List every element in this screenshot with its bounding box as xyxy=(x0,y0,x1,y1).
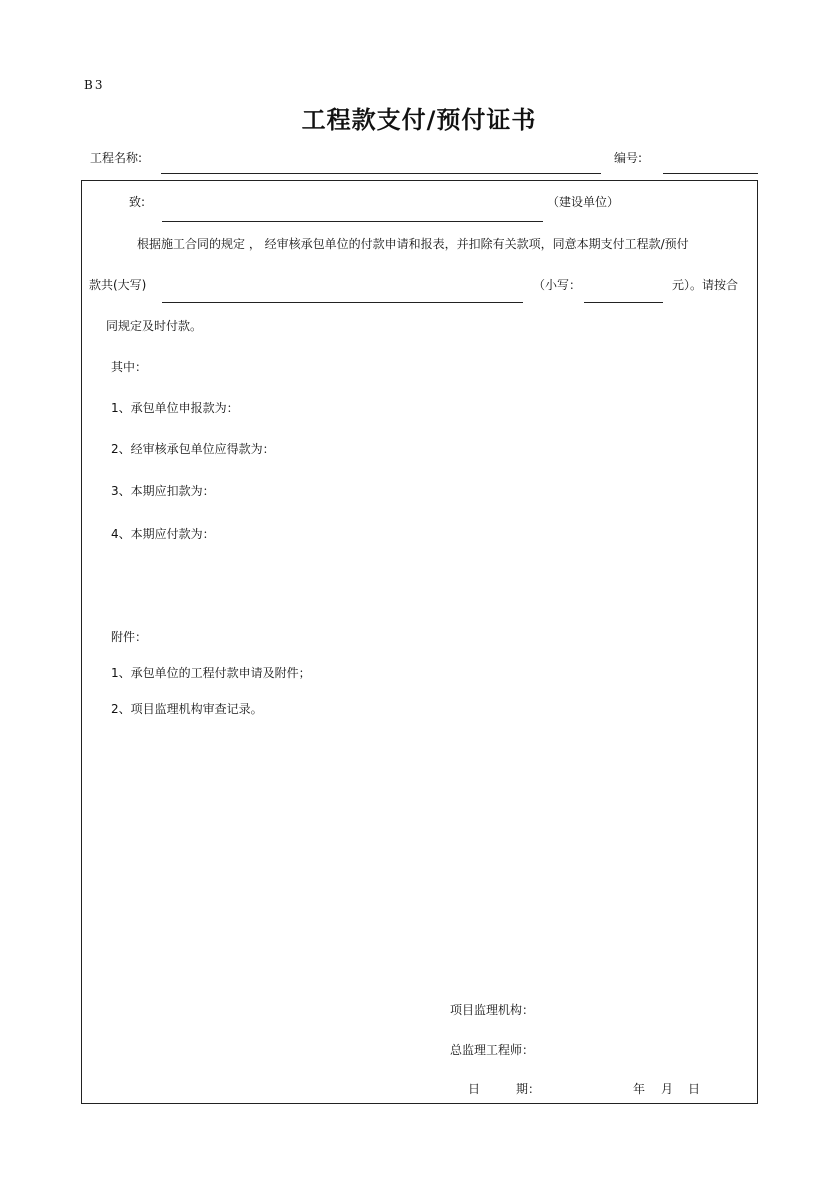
item-2: 2、经审核承包单位应得款为： xyxy=(111,442,275,456)
date-label-ri: 日 xyxy=(468,1082,481,1096)
chief-engineer-label: 总监理工程师： xyxy=(450,1043,535,1057)
attachment-1: 1、承包单位的工程付款申请及附件； xyxy=(111,666,311,680)
page-title: 工程款支付/预付证书 xyxy=(301,106,537,134)
number-field[interactable] xyxy=(663,173,758,174)
attachment-2: 2、项目监理机构审查记录。 xyxy=(111,702,263,716)
paragraph-line-3: 同规定及时付款。 xyxy=(106,319,203,333)
amount-capital-label: 款共(大写) xyxy=(89,278,147,292)
item-4: 4、本期应付款为： xyxy=(111,527,215,541)
date-label-qi: 期： xyxy=(516,1082,541,1096)
date-day: 日 xyxy=(688,1082,701,1096)
item-1: 1、承包单位申报款为： xyxy=(111,401,239,415)
number-label: 编号: xyxy=(614,151,643,165)
date-month: 月 xyxy=(661,1082,674,1096)
project-name-label: 工程名称: xyxy=(90,151,143,165)
project-name-field[interactable] xyxy=(161,173,601,174)
supervision-org-label: 项目监理机构： xyxy=(450,1003,535,1017)
attachments-label: 附件： xyxy=(111,630,148,644)
certificate-form-box xyxy=(81,180,758,1104)
among-label: 其中： xyxy=(111,360,148,374)
amount-capital-field[interactable] xyxy=(162,302,523,303)
yuan-suffix: 元）。请按合 xyxy=(672,278,739,292)
amount-small-label: （小写： xyxy=(533,278,582,292)
recipient-field[interactable] xyxy=(162,221,543,222)
form-code: B3 xyxy=(84,78,105,92)
amount-small-field[interactable] xyxy=(584,302,663,303)
to-suffix: （建设单位） xyxy=(547,195,620,209)
date-year: 年 xyxy=(633,1082,646,1096)
item-3: 3、本期应扣款为： xyxy=(111,484,215,498)
paragraph-line-1: 根据施工合同的规定 ， 经审核承包单位的付款申请和报表，并扣除有关款项，同意本期支付工程款/预付 xyxy=(137,237,689,251)
to-label: 致: xyxy=(129,195,146,209)
